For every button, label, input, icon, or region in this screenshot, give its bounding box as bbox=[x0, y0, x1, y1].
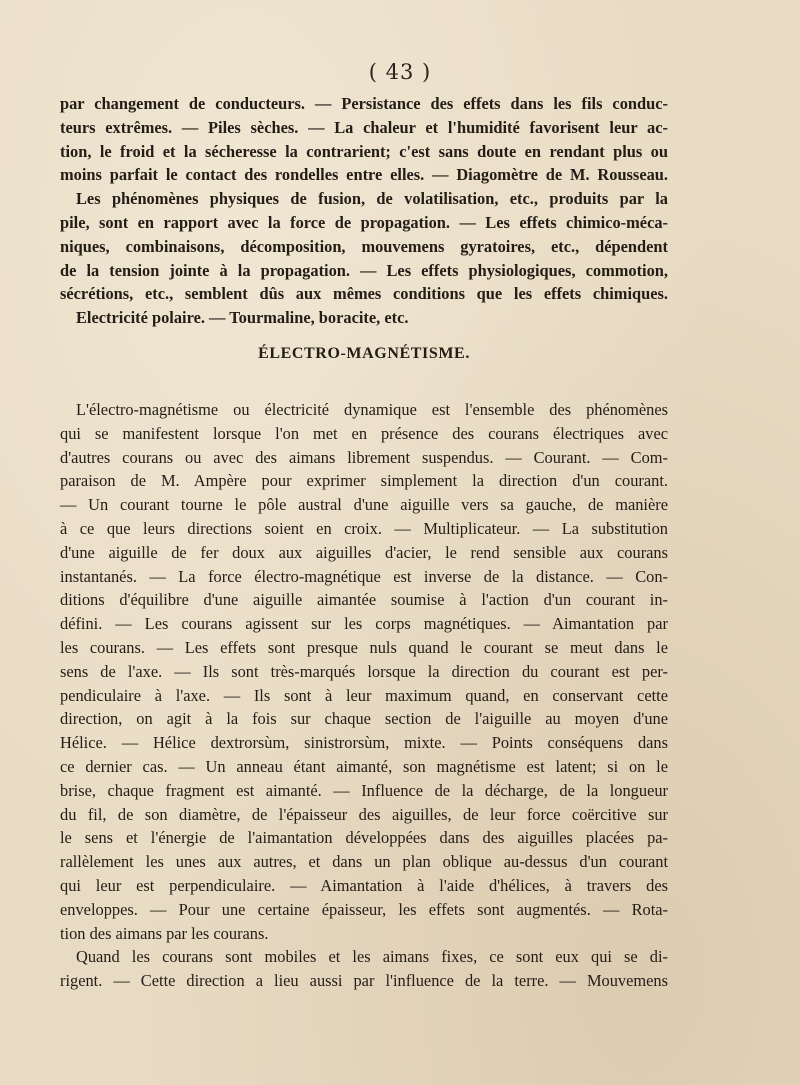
text-line: Les phénomènes physiques de fusion, de volatilisation, etc., produits par la bbox=[76, 189, 668, 209]
text-line: brise, chaque fragment est aimanté. — Influence de la décharge, de la longueur bbox=[60, 780, 668, 800]
text-line: sécrétions, etc., semblent dûs aux mêmes conditions que les effets chimiques. bbox=[60, 284, 668, 304]
text-line: Electricité polaire. — Tourmaline, boracite, etc. bbox=[76, 308, 409, 328]
text-line: d'autres courans ou avec des aimans librement suspendus. — Courant. — Com- bbox=[60, 447, 668, 467]
text-line: ce dernier cas. — Un anneau étant aimanté, son magnétisme est latent; si on le bbox=[60, 756, 668, 776]
text-line: tion, le froid et la sécheresse la contrarient; c'est sans doute en rendant plus ou bbox=[60, 141, 668, 161]
text-line: du fil, de son diamètre, de l'épaisseur des aiguilles, de leur force coërcitive sur bbox=[60, 804, 668, 824]
text-line: de la tension jointe à la propagation. — Les effets physiologiques, commotion, bbox=[60, 260, 668, 280]
text-block-galvanism bbox=[60, 92, 668, 330]
text-line: qui leur est perpendiculaire. — Aimantation à l'aide d'hélices, à travers des bbox=[60, 875, 668, 895]
text-line: moins parfait le contact des rondelles entre elles. — Diagomètre de M. Rousseau. bbox=[60, 165, 668, 185]
text-line: ditions d'équilibre d'une aiguille aimantée soumise à l'action d'un courant in- bbox=[60, 590, 668, 610]
text-line: — Un courant tourne le pôle austral d'une aiguille vers sa gauche, de manière bbox=[60, 495, 668, 515]
text-line: niques, combinaisons, décomposition, mouvemens gyratoires, etc., dépendent bbox=[60, 236, 668, 256]
text-line: défini. — Les courans agissent sur les corps magnétiques. — Aimantation par bbox=[60, 614, 668, 634]
text-line: pile, sont en rapport avec la force de propagation. — Les effets chimico-méca- bbox=[60, 212, 668, 232]
text-line: par changement de conducteurs. — Persistance des effets dans les fils conduc- bbox=[60, 94, 668, 113]
text-line: Hélice. — Hélice dextrorsùm, sinistrorsùm, mixte. — Points conséquens dans bbox=[60, 733, 668, 753]
text-line: les courans. — Les effets sont presque nuls quand le courant se meut dans le bbox=[60, 637, 668, 657]
text-block-electromagnetism bbox=[60, 398, 668, 993]
text-line: à ce que leurs directions soient en croix. — Multiplicateur. — La substitution bbox=[60, 518, 668, 538]
text-line: Quand les courans sont mobiles et les aimans fixes, ce sont eux qui se di- bbox=[76, 947, 668, 967]
page-number: ( 43 ) bbox=[368, 60, 432, 84]
text-line: rigent. — Cette direction a lieu aussi par l'influence de la terre. — Mouvemens bbox=[60, 971, 668, 991]
text-line: tion des aimans par les courans. bbox=[60, 923, 269, 943]
text-line: paraison de M. Ampère pour exprimer simplement la direction d'un courant. bbox=[60, 471, 668, 491]
text-line: direction, on agit à la fois sur chaque section de l'aiguille au moyen d'une bbox=[60, 709, 668, 729]
text-line: d'une aiguille de fer doux aux aiguilles d'acier, le rend sensible aux courans bbox=[60, 542, 668, 562]
text-line: qui se manifestent lorsque l'on met en présence des courans électriques avec bbox=[60, 423, 668, 443]
text-line: enveloppes. — Pour une certaine épaisseur, les effets sont augmentés. — Rota- bbox=[60, 899, 668, 919]
text-line: le sens et l'énergie de l'aimantation développées dans des aiguilles placées pa- bbox=[60, 828, 668, 848]
text-line: teurs extrêmes. — Piles sèches. — La chaleur et l'humidité favorisent leur ac- bbox=[60, 117, 668, 137]
text-line: rallèlement les unes aux autres, et dans un plan oblique au-dessus d'un courant bbox=[60, 852, 668, 872]
text-line: pendiculaire à l'axe. — Ils sont à leur maximum quand, en conservant cette bbox=[60, 685, 668, 705]
text-line: L'électro-magnétisme ou électricité dynamique est l'ensemble des phénomènes bbox=[76, 400, 668, 419]
text-line: instantanés. — La force électro-magnétique est inverse de la distance. — Con- bbox=[60, 566, 668, 586]
text-line: sens de l'axe. — Ils sont très-marqués lorsque la direction du courant est per- bbox=[60, 661, 668, 681]
section-heading: ÉLECTRO-MAGNÉTISME. bbox=[258, 345, 470, 362]
